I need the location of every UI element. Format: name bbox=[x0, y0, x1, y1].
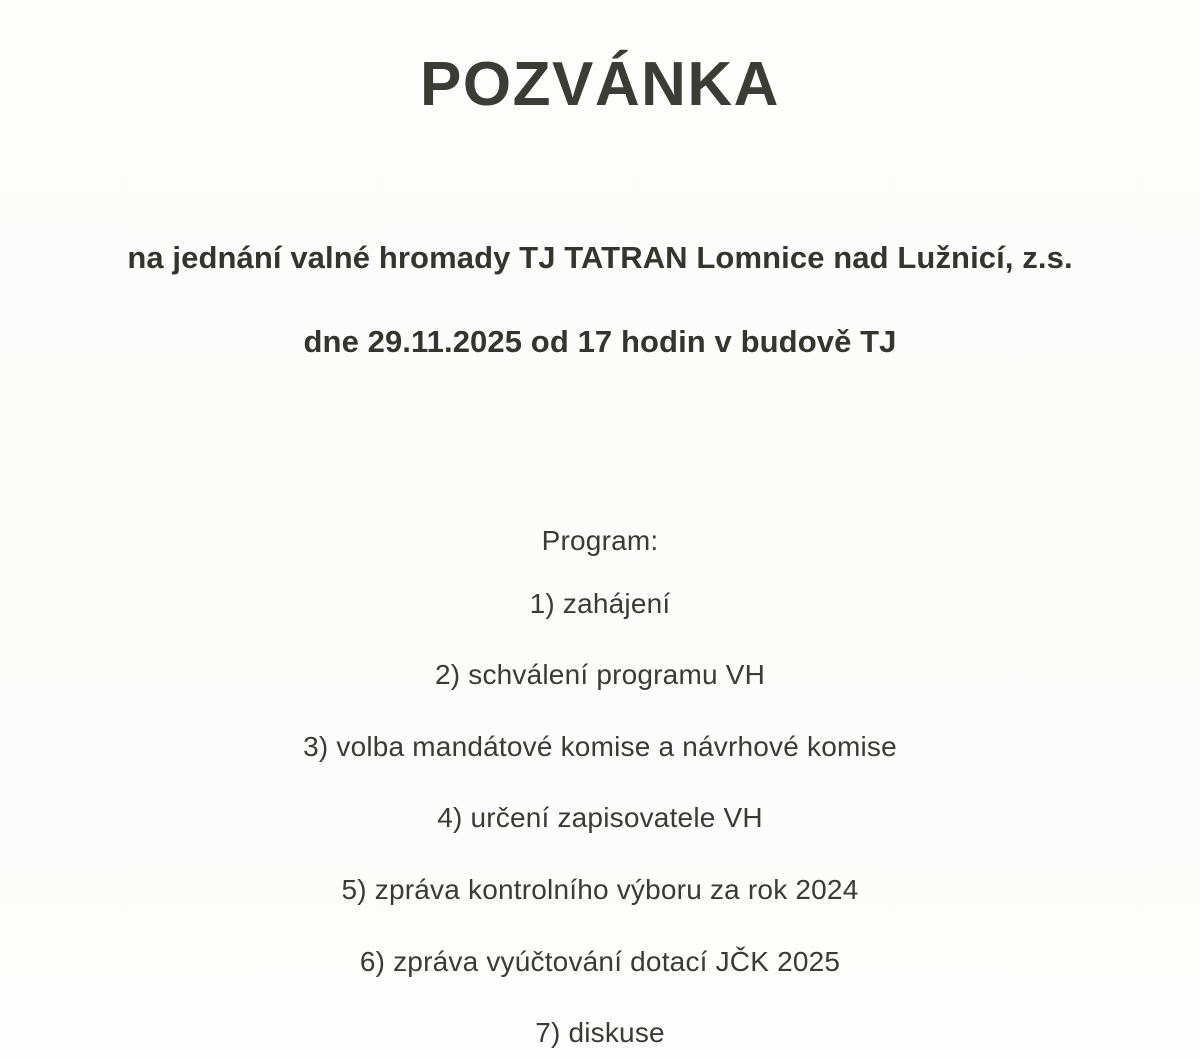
list-item: 1) zahájení bbox=[529, 587, 671, 619]
program-list bbox=[0, 587, 1200, 1050]
list-item: 2) schválení programu VH bbox=[434, 659, 766, 691]
heading-line-organization: na jednání valné hromady TJ TATRAN Lomnice nad Lužnicí, z.s. bbox=[127, 240, 1073, 275]
list-item: 3) volba mandátové komise a návrhové komise bbox=[303, 730, 897, 762]
program-label: Program: bbox=[541, 525, 659, 556]
list-item: 6) zpráva vyúčtování dotací JČK 2025 bbox=[359, 945, 841, 977]
list-item: 7) diskuse bbox=[535, 1017, 665, 1049]
program-block bbox=[0, 524, 1200, 1050]
list-item: 5) zpráva kontrolního výboru za rok 2024 bbox=[341, 873, 859, 905]
heading-block bbox=[0, 238, 1200, 361]
heading-line-datetime: dne 29.11.2025 od 17 hodin v budově TJ bbox=[303, 323, 897, 359]
list-item: 4) určení zapisovatele VH bbox=[437, 802, 763, 834]
page-title: POZVÁNKA bbox=[420, 50, 780, 119]
